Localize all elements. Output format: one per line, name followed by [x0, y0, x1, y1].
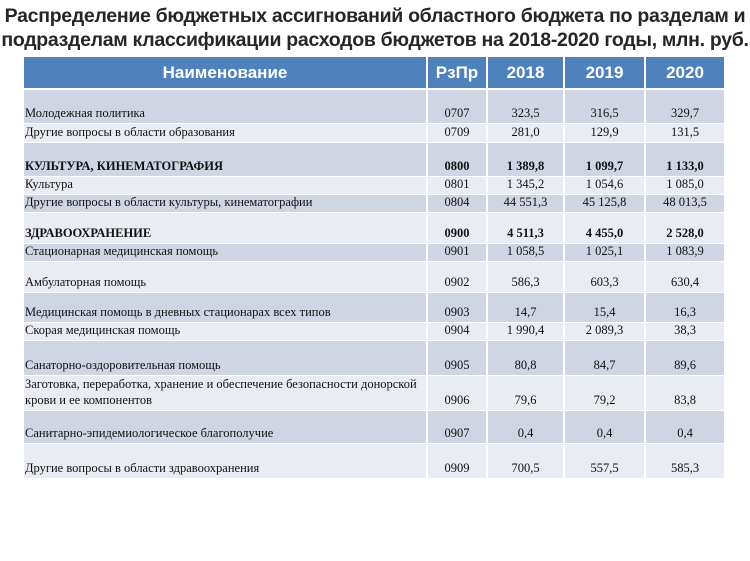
row-2018: 80,8 [488, 341, 565, 376]
row-2020: 2 528,0 [646, 213, 724, 244]
row-2018: 586,3 [488, 262, 565, 293]
row-2020: 329,7 [646, 90, 724, 124]
table-row [24, 90, 724, 124]
row-code: 0904 [428, 323, 488, 341]
row-name: Другие вопросы в области культуры, кинематографии [24, 195, 428, 213]
row-name: Амбулаторная помощь [24, 262, 428, 293]
row-2019: 15,4 [565, 293, 646, 323]
row-name: Другие вопросы в области образования [24, 124, 428, 143]
row-name: Медицинская помощь в дневных стационарах всех типов [24, 293, 428, 323]
row-2018: 0,4 [488, 411, 565, 444]
row-code: 0801 [428, 177, 488, 195]
row-code: 0903 [428, 293, 488, 323]
row-code: 0900 [428, 213, 488, 244]
row-2020: 1 133,0 [646, 143, 724, 177]
row-2019: 316,5 [565, 90, 646, 124]
table-row [24, 262, 724, 293]
row-2019: 603,3 [565, 262, 646, 293]
header-2018: 2018 [488, 57, 565, 90]
table-row [24, 293, 724, 323]
row-code: 0800 [428, 143, 488, 177]
table-row [24, 124, 724, 143]
row-2019: 45 125,8 [565, 195, 646, 213]
row-2019: 84,7 [565, 341, 646, 376]
header-2020: 2020 [646, 57, 724, 90]
row-2018: 281,0 [488, 124, 565, 143]
row-2019: 1 054,6 [565, 177, 646, 195]
row-2020: 1 083,9 [646, 244, 724, 262]
header-code: РзПр [428, 57, 488, 90]
row-name: Молодежная политика [24, 90, 428, 124]
row-2019: 2 089,3 [565, 323, 646, 341]
row-name: КУЛЬТУРА, КИНЕМАТОГРАФИЯ [24, 143, 428, 177]
page-title [0, 4, 750, 52]
row-2018: 44 551,3 [488, 195, 565, 213]
row-name: Культура [24, 177, 428, 195]
row-2019: 557,5 [565, 444, 646, 479]
row-code: 0905 [428, 341, 488, 376]
title-line-2: подразделам классификации расходов бюджетов на 2018-2020 годы, млн. руб. [1, 29, 749, 51]
row-name: ЗДРАВООХРАНЕНИЕ [24, 213, 428, 244]
row-2018: 1 389,8 [488, 143, 565, 177]
row-2019: 1 099,7 [565, 143, 646, 177]
row-name: Скорая медицинская помощь [24, 323, 428, 341]
row-code: 0909 [428, 444, 488, 479]
title-line-1: Распределение бюджетных ассигнований областного бюджета по разделам и [4, 5, 746, 27]
row-2019: 4 455,0 [565, 213, 646, 244]
budget-table [24, 57, 724, 479]
table-row [24, 341, 724, 376]
table-row-section [24, 213, 724, 244]
row-2018: 4 511,3 [488, 213, 565, 244]
row-name: Другие вопросы в области здравоохранения [24, 444, 428, 479]
row-2020: 16,3 [646, 293, 724, 323]
row-2020: 83,8 [646, 376, 724, 411]
row-name: Стационарная медицинская помощь [24, 244, 428, 262]
row-code: 0907 [428, 411, 488, 444]
row-2020: 48 013,5 [646, 195, 724, 213]
row-code: 0902 [428, 262, 488, 293]
table-row [24, 376, 724, 411]
row-code: 0707 [428, 90, 488, 124]
row-2019: 129,9 [565, 124, 646, 143]
row-name: Заготовка, переработка, хранение и обеспечение безопасности донорской крови и ее компонентов [24, 376, 428, 411]
table-row [24, 323, 724, 341]
row-2018: 79,6 [488, 376, 565, 411]
row-2019: 79,2 [565, 376, 646, 411]
table-row [24, 177, 724, 195]
row-2020: 585,3 [646, 444, 724, 479]
row-2019: 1 025,1 [565, 244, 646, 262]
header-name: Наименование [24, 57, 428, 90]
row-2020: 131,5 [646, 124, 724, 143]
table-row [24, 444, 724, 479]
header-2019: 2019 [565, 57, 646, 90]
row-2020: 630,4 [646, 262, 724, 293]
row-code: 0906 [428, 376, 488, 411]
row-2018: 323,5 [488, 90, 565, 124]
row-2020: 89,6 [646, 341, 724, 376]
row-2018: 700,5 [488, 444, 565, 479]
row-2018: 1 058,5 [488, 244, 565, 262]
row-2019: 0,4 [565, 411, 646, 444]
row-code: 0901 [428, 244, 488, 262]
row-name: Санаторно-оздоровительная помощь [24, 341, 428, 376]
table-row [24, 195, 724, 213]
row-2018: 1 345,2 [488, 177, 565, 195]
row-2018: 14,7 [488, 293, 565, 323]
row-2018: 1 990,4 [488, 323, 565, 341]
row-code: 0709 [428, 124, 488, 143]
row-name: Санитарно-эпидемиологическое благополучие [24, 411, 428, 444]
row-2020: 1 085,0 [646, 177, 724, 195]
row-code: 0804 [428, 195, 488, 213]
row-2020: 38,3 [646, 323, 724, 341]
table-row [24, 411, 724, 444]
table-row-section [24, 143, 724, 177]
table-row [24, 244, 724, 262]
row-2020: 0,4 [646, 411, 724, 444]
table-header-row [24, 57, 724, 90]
